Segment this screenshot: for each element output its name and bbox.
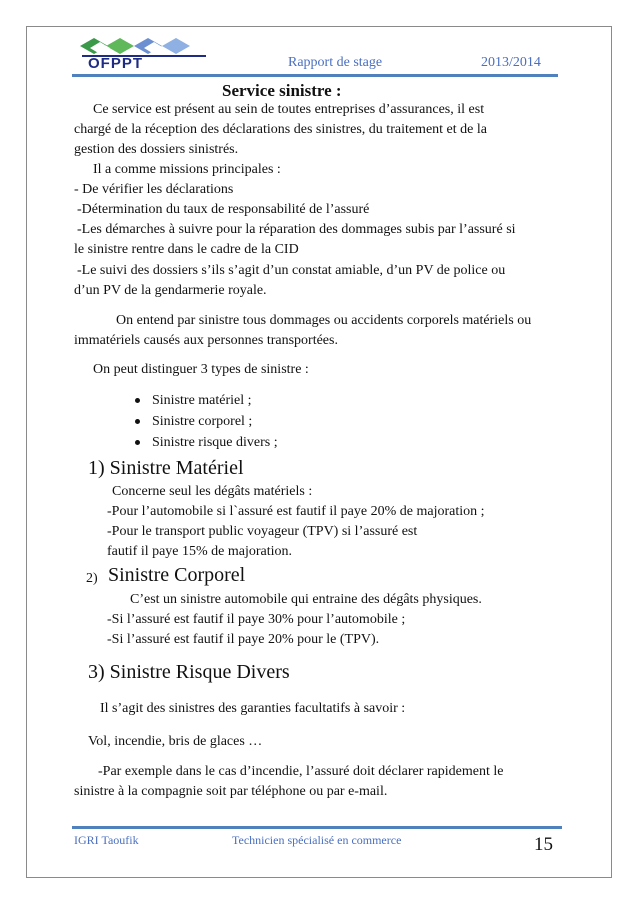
bullet-dot (135, 419, 140, 424)
section1-line: fautif il paye 15% de majoration. (107, 544, 293, 559)
header-rule (72, 74, 558, 77)
definition-line: On entend par sinistre tous dommages ou accidents corporels matériels ou (116, 313, 532, 328)
bullet-dot (135, 398, 140, 403)
type-list-item: Sinistre matériel ; (152, 393, 252, 408)
bullet-dot (135, 440, 140, 445)
mission-line: - De vérifier les déclarations (74, 182, 234, 197)
section2-line: -Si l’assuré est fautif il paye 30% pour l’automobile ; (107, 612, 406, 627)
section3-line: sinistre à la compagnie soit par téléphone ou par e-mail. (74, 784, 388, 799)
section1-line: -Pour l’automobile si l`assuré est fautif il paye 20% de majoration ; (107, 504, 485, 519)
section-heading-materiel: 1) Sinistre Matériel (88, 457, 244, 479)
page-title: Service sinistre : (222, 81, 342, 100)
mission-line: le sinistre rentre dans le cadre de la CID (74, 242, 299, 257)
section3-line: Il s’agit des sinistres des garanties facultatifs à savoir : (100, 701, 406, 716)
mission-line: d’un PV de la gendarmerie royale. (74, 283, 267, 298)
section2-line: -Si l’assuré est fautif il paye 20% pour le (TPV). (107, 632, 380, 647)
section-heading-risque-divers: 3) Sinistre Risque Divers (88, 661, 290, 683)
section3-line: -Par exemple dans le cas d’incendie, l’assuré doit déclarer rapidement le (98, 764, 504, 779)
definition-line: immatériels causés aux personnes transportées. (74, 333, 338, 348)
intro-line: chargé de la réception des déclarations des sinistres, du traitement et de la (74, 122, 487, 137)
intro-line: gestion des dossiers sinistrés. (74, 142, 239, 157)
report-year: 2013/2014 (481, 55, 541, 70)
page-number: 15 (534, 834, 553, 855)
logo-text: OFPPT (88, 55, 144, 72)
mission-line: -Détermination du taux de responsabilité de l’assuré (77, 202, 370, 217)
intro-line: Ce service est présent au sein de toutes entreprises d’assurances, il est (93, 102, 485, 117)
footer-author: IGRI Taoufik (74, 833, 139, 847)
section-heading-corporel: Sinistre Corporel (108, 564, 246, 586)
footer-role: Technicien spécialisé en commerce (232, 833, 402, 847)
section2-number: 2) (86, 571, 98, 586)
section1-line: -Pour le transport public voyageur (TPV) si l’assuré est (107, 524, 418, 539)
type-list-item: Sinistre risque divers ; (152, 435, 278, 450)
section3-line: Vol, incendie, bris de glaces … (88, 734, 263, 749)
mission-line: -Le suivi des dossiers s’ils s’agit d’un constat amiable, d’un PV de police ou (77, 263, 506, 278)
type-list-item: Sinistre corporel ; (152, 414, 253, 429)
missions-intro: Il a comme missions principales : (93, 162, 281, 177)
section1-line: Concerne seul les dégâts matériels : (112, 484, 313, 499)
section2-line: C’est un sinistre automobile qui entraine des dégâts physiques. (130, 592, 482, 607)
footer-rule (72, 826, 562, 829)
mission-line: -Les démarches à suivre pour la réparation des dommages subis par l’assuré si (77, 222, 516, 237)
report-title: Rapport de stage (288, 55, 383, 70)
types-intro: On peut distinguer 3 types de sinistre : (93, 362, 309, 377)
